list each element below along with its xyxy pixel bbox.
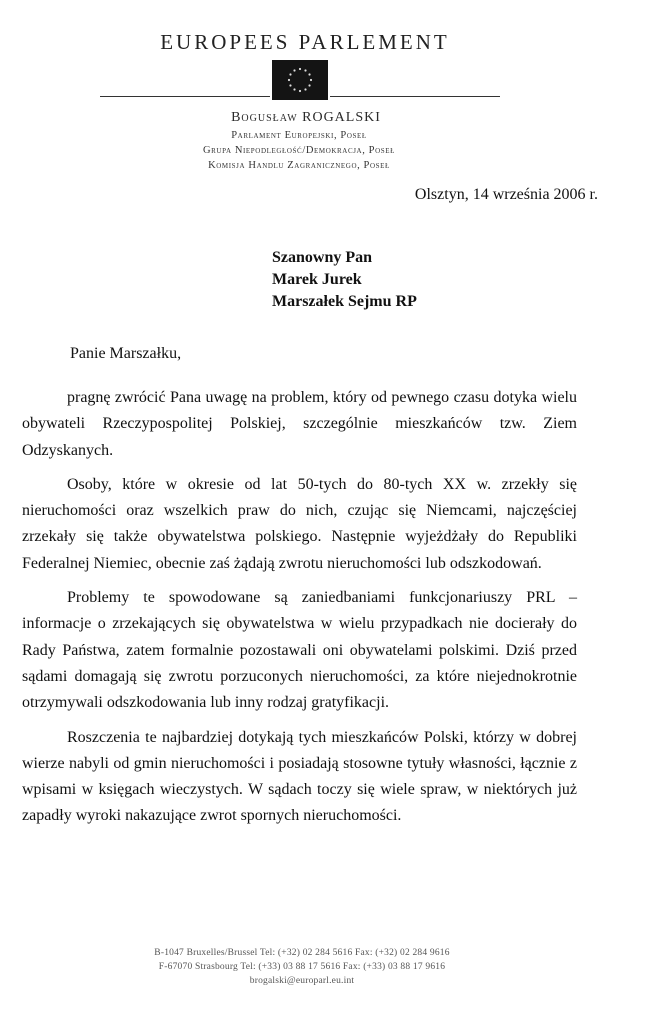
flag-star — [304, 69, 306, 71]
letterhead-title: EUROPEES PARLEMENT — [160, 30, 450, 54]
flag-star — [308, 73, 310, 75]
paragraph-1: pragnę zwrócić Pana uwagę na problem, który od pewnego czasu dotyka wielu obywateli Rzeczypospolitej Polskiej, szczególnie mieszkańców tzw. Ziem Odzyskanych. — [22, 389, 577, 459]
flag-star — [293, 69, 295, 71]
sender-name: Bogusław ROGALSKI — [231, 110, 381, 125]
sender-role-1: Parlament Europejski, Poseł — [231, 130, 367, 141]
addressee-line-2: Marek Jurek — [272, 271, 362, 288]
footer-line-brussels: B-1047 Bruxelles/Brussel Tel: (+32) 02 284 5616 Fax: (+32) 02 284 9616 — [154, 948, 450, 958]
footer-contact — [0, 946, 604, 988]
letter-date: Olsztyn, 14 września 2006 r. — [414, 186, 598, 203]
letterhead-rule-left — [100, 96, 270, 97]
letter-body — [22, 385, 577, 838]
addressee-line-3: Marszałek Sejmu RP — [272, 293, 417, 310]
eu-flag-icon — [272, 60, 328, 100]
flag-star — [304, 88, 306, 90]
paragraph-3: Problemy te spowodowane są zaniedbaniami funkcjonariuszy PRL – informacje o zrzekających się obywatelstwa w wielu przypadkach nie docierały do Rady Państwa, zatem formalnie pozostawali oni obywatelami polskimi. Dziś przed sądami domagają się zwrotu porzuconych nieruchomości, za które niejednokrotnie otrzymywali odszkodowania lub inny rodzaj gratyfikacji. — [22, 589, 577, 712]
paragraph-4: Roszczenia te najbardziej dotykają tych mieszkańców Polski, którzy w dobrej wierze nabyli od gmin nieruchomości i posiadają stosowne tytuły własności, łącznie z wpisami w księgach wieczystych. W sądach toczy się wiele spraw, w niektórych już zapadły wyroki nakazujące zwrot spornych nieruchomości. — [22, 728, 577, 825]
flag-star — [308, 84, 310, 86]
flag-star — [288, 79, 290, 81]
letterhead-rule-right — [330, 96, 500, 97]
addressee-line-1: Szanowny Pan — [272, 249, 373, 266]
paragraph-2: Osoby, które w okresie od lat 50-tych do 80-tych XX w. zrzekły się nieruchomości oraz wszelkich praw do nich, czując się Niemcami, najczęściej zrzekały się także obywatelstwa polskiego. Następnie wyjeżdżały do Republiki Federalnej Niemiec, obecnie zaś żądają zwrotu nieruchomości lub odszkodowań. — [22, 475, 577, 572]
flag-star — [310, 79, 312, 81]
flag-star — [299, 90, 301, 92]
salutation: Panie Marszałku, — [70, 345, 182, 362]
footer-line-strasbourg: F-67070 Strasbourg Tel: (+33) 03 88 17 5616 Fax: (+33) 03 88 17 9616 — [158, 962, 446, 972]
flag-star — [293, 88, 295, 90]
flag-star — [299, 68, 301, 70]
footer-email: brogalski@europarl.eu.int — [249, 976, 355, 986]
flag-star — [289, 73, 291, 75]
addressee-block — [272, 247, 417, 313]
sender-role-2: Grupa Niepodległość/Demokracja, Poseł — [202, 145, 395, 156]
flag-star — [289, 84, 291, 86]
sender-role-3: Komisja Handlu Zagranicznego, Poseł — [208, 160, 390, 171]
